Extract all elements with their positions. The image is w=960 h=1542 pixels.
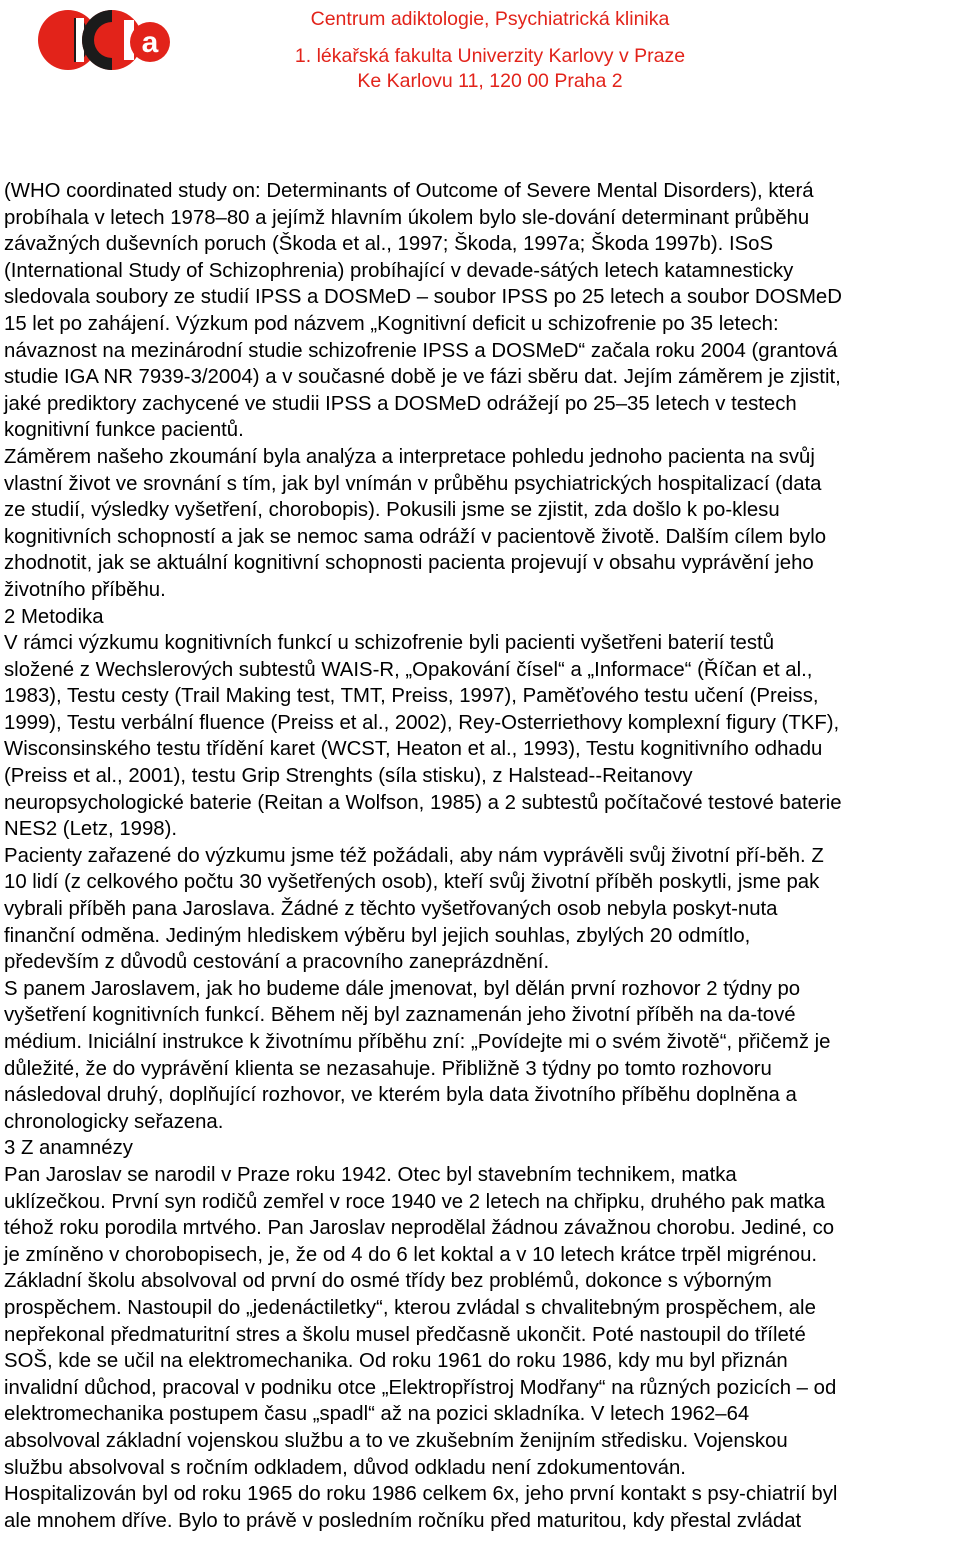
text-line: návaznost na mezinárodní studie schizofrenie IPSS a DOSMeD“ začala roku 2004 (grantová: [4, 339, 838, 362]
text-line: 10 lidí (z celkového počtu 30 vyšetřených osob), kteří svůj životní příběh poskytli, jsme pak: [4, 871, 820, 894]
text-line: neuropsychologické baterie (Reitan a Wolfson, 1985) a 2 subtestů počítačové testové baterie: [4, 791, 842, 814]
page-header: [0, 0, 960, 110]
text-line: Základní školu absolvoval od první do osmé třídy bez problémů, dokonce s výborným: [4, 1270, 772, 1293]
institution-name: Centrum adiktologie, Psychiatrická klinika: [310, 8, 670, 30]
text-line: vlastní život ve srovnání s tím, jak byl vnímán v průběhu psychiatrických hospitalizací (data: [4, 472, 822, 495]
text-line: prospěchem. Nastoupil do „jedenáctiletky“, kterou zvládal s chvalitebným prospěchem, ale: [4, 1296, 816, 1319]
text-line: elektromechanika postupem času „spadl“ až na pozici skladníka. V letech 1962–64: [4, 1403, 750, 1426]
text-line: uklízečkou. První syn rodičů zemřel v roce 1940 ve 2 letech na chřipku, druhého pak matka: [4, 1190, 825, 1213]
text-line: Hospitalizován byl od roku 1965 do roku 1986 celkem 6x, jeho první kontakt s psy-chiatrií byl: [4, 1483, 838, 1506]
text-line: kognitivní funkce pacientů.: [4, 419, 244, 442]
text-line: 2 Metodika: [4, 605, 104, 628]
text-line: vybrali příběh pana Jaroslava. Žádné z těchto vyšetřovaných osob nebyla poskyt-nuta: [4, 898, 778, 921]
text-line: médium. Iniciální instrukce k životnímu příběhu zní: „Povídejte mi o svém životě“, přičemž je: [4, 1031, 831, 1053]
text-line: je zmíněno v chorobopisech, je, že od 4 do 6 let koktal a v 10 letech krátce trpěl migrénou.: [4, 1243, 818, 1266]
text-line: (WHO coordinated study on: Determinants of Outcome of Severe Mental Disorders), která: [4, 180, 814, 202]
text-line: ze studií, výsledky vyšetření, chorobopis). Pokusili jsme se zjistit, zda došlo k po-klesu: [4, 499, 780, 522]
cca-logo: [36, 8, 171, 72]
text-line: (Preiss et al., 2001), testu Grip Strenghts (síla stisku), z Halstead--Reitanovy: [4, 765, 693, 788]
text-line: Pacienty zařazené do výzkumu jsme též požádali, aby nám vyprávěli svůj životní pří-běh. Z: [4, 844, 824, 867]
text-line: ale mnohem dříve. Bylo to právě v posledním ročníku před maturitou, kdy přestal zvládat: [4, 1509, 802, 1532]
text-line: vyšetření kognitivních funkcí. Během něj byl zaznamenán jeho životní příběh na da-tové: [4, 1004, 796, 1027]
text-line: finanční odměna. Jediným hlediskem výběru byl jejich souhlas, zbylých 20 odmítlo,: [4, 924, 751, 947]
faculty-name: 1. lékařská fakulta Univerzity Karlovy v Praze: [294, 45, 686, 67]
text-line: především z důvodů cestování a pracovního zaneprázdnění.: [4, 951, 550, 974]
text-line: 15 let po zahájení. Výzkum pod názvem „Kognitivní deficit u schizofrenie po 35 letech:: [4, 312, 779, 335]
text-line: složené z Wechslerových subtestů WAIS-R, „Opakování čísel“ a „Informace“ (Říčan et al.,: [4, 658, 813, 681]
text-line: službu absolvoval s ročním odkladem, důvod odkladu není zdokumentován.: [4, 1456, 686, 1479]
text-line: kognitivních schopností a jak se nemoc sama odráží v pacientově životě. Dalším cílem bylo: [4, 525, 827, 548]
text-line: Wisconsinského testu třídění karet (WCST, Heaton et al., 1993), Testu kognitivního odhadu: [4, 738, 823, 761]
text-line: sledovala soubory ze studií IPSS a DOSMeD – soubor IPSS po 25 letech a soubor DOSMeD: [4, 286, 842, 309]
text-line: absolvoval základní vojenskou službu a to ve zkušebním ženijním středisku. Vojenskou: [4, 1429, 788, 1452]
text-line: 1999), Testu verbální fluence (Preiss et al., 2002), Rey-Osterriethovy komplexní figury (TKF),: [4, 711, 840, 734]
text-line: životního příběhu.: [4, 578, 166, 601]
svg-text:a: a: [141, 26, 159, 59]
text-line: V rámci výzkumu kognitivních funkcí u schizofrenie byli pacienti vyšetřeni baterií testů: [4, 632, 775, 655]
text-line: zhodnotit, jak se aktuální kognitivní schopnosti pacienta projevují v obsahu vyprávění jeho: [4, 552, 814, 575]
text-line: následoval druhý, doplňující rozhovor, ve kterém byla data životního příběhu doplněna a: [4, 1084, 797, 1107]
institution-address-block: [260, 7, 720, 94]
text-line: chronologicky seřazena.: [4, 1110, 224, 1133]
text-line: (International Study of Schizophrenia) probíhající v devade-sátých letech katamnesticky: [4, 259, 794, 282]
address: Ke Karlovu 11, 120 00 Praha 2: [357, 70, 623, 92]
text-line: invalidní důchod, pracoval v podniku otce „Elektropřístroj Modřany“ na různých pozicích – od: [4, 1376, 837, 1399]
text-line: závažných duševních poruch (Škoda et al., 1997; Škoda, 1997a; Škoda 1997b). ISoS: [4, 233, 774, 256]
article-body: [4, 178, 960, 1534]
text-line: nepřekonal předmaturitní stres a školu musel předčasně ukončit. Poté nastoupil do tříleté: [4, 1323, 806, 1346]
text-line: probíhala v letech 1978–80 a jejímž hlavním úkolem bylo sle-dování determinant průběhu: [4, 206, 810, 229]
text-line: NES2 (Letz, 1998).: [4, 818, 178, 841]
text-line: téhož roku porodila mrtvého. Pan Jaroslav neprodělal žádnou závažnou chorobu. Jediné, co: [4, 1217, 835, 1240]
text-line: studie IGA NR 7939-3/2004) a v současné době je ve fázi sběru dat. Jejím záměrem je zjistit,: [4, 366, 841, 389]
text-line: důležité, že do vyprávění klienta se nezasahuje. Přibližně 3 týdny po tomto rozhovoru: [4, 1057, 772, 1080]
text-line: Pan Jaroslav se narodil v Praze roku 1942. Otec byl stavebním technikem, matka: [4, 1163, 737, 1186]
text-line: jaké prediktory zachycené ve studii IPSS a DOSMeD odrážejí po 25–35 letech v testech: [4, 392, 797, 415]
text-line: 1983), Testu cesty (Trail Making test, TMT, Preiss, 1997), Paměťového testu učení (Preiss,: [4, 685, 819, 708]
text-line: 3 Z anamnézy: [4, 1137, 133, 1160]
text-line: S panem Jaroslavem, jak ho budeme dále jmenovat, byl dělán první rozhovor 2 týdny po: [4, 977, 801, 1000]
text-line: SOŠ, kde se učil na elektromechanika. Od roku 1961 do roku 1986, kdy mu byl přiznán: [4, 1350, 788, 1373]
text-line: Záměrem našeho zkoumání byla analýza a interpretace pohledu jednoho pacienta na svůj: [4, 445, 815, 468]
